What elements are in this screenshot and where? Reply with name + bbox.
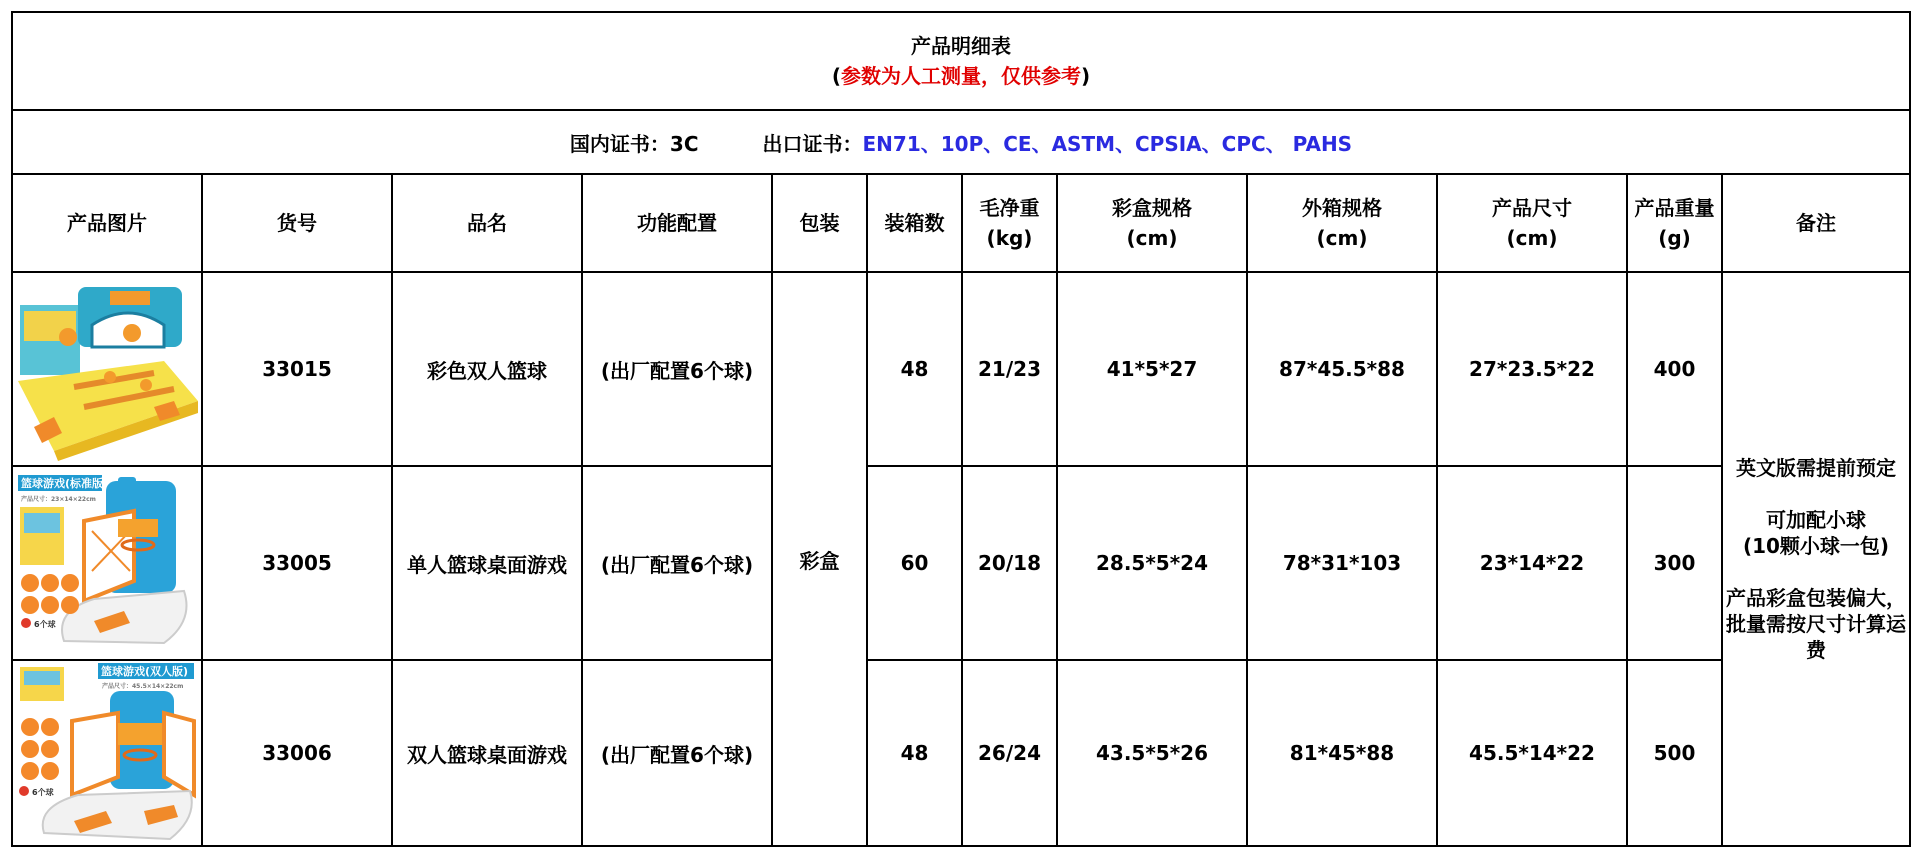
weight-cell: 20/18 — [962, 466, 1057, 660]
header-weight-label: 毛净重 — [979, 196, 1040, 220]
title-row — [12, 12, 1910, 110]
carton-size-cell: 87*45.5*88 — [1247, 272, 1437, 466]
header-box-size-label: 彩盒规格 — [1112, 196, 1192, 220]
config-cell: (出厂配置6个球) — [582, 272, 772, 466]
single-basketball-desktop-game-image — [14, 471, 200, 655]
header-product-size — [1437, 174, 1627, 272]
product-image-cell — [12, 660, 202, 846]
header-product-size-unit: (cm) — [1506, 226, 1558, 250]
qty-cell: 60 — [867, 466, 962, 660]
carton-size-cell: 78*31*103 — [1247, 466, 1437, 660]
qty-cell: 48 — [867, 272, 962, 466]
box-size-cell: 41*5*27 — [1057, 272, 1247, 466]
export-cert-value: EN71、10P、CE、ASTM、CPSIA、CPC、 PAHS — [862, 131, 1353, 156]
header-qty: 装箱数 — [867, 174, 962, 272]
header-image: 产品图片 — [12, 174, 202, 272]
table-title: 产品明细表 — [911, 34, 1012, 58]
remark-english-version: 英文版需提前预定 — [1736, 456, 1897, 480]
name-cell: 双人篮球桌面游戏 — [392, 660, 582, 846]
header-box-size-unit: (cm) — [1126, 226, 1178, 250]
weight-cell: 26/24 — [962, 660, 1057, 846]
remark-extra-balls: 可加配小球 — [1766, 508, 1867, 532]
sku-cell: 33006 — [202, 660, 392, 846]
header-weight — [962, 174, 1057, 272]
header-packaging: 包装 — [772, 174, 867, 272]
image-size-text: 产品尺寸：45.5×14×22cm — [102, 683, 184, 690]
product-size-cell: 23*14*22 — [1437, 466, 1627, 660]
product-weight-cell: 300 — [1627, 466, 1722, 660]
image-label-text: 篮球游戏(双人版) — [101, 665, 189, 678]
config-cell: (出厂配置6个球) — [582, 660, 772, 846]
image-label-text: 篮球游戏(标准版) — [21, 477, 109, 490]
header-sku: 货号 — [202, 174, 392, 272]
name-cell: 彩色双人篮球 — [392, 272, 582, 466]
header-row — [12, 174, 1910, 272]
box-size-cell: 28.5*5*24 — [1057, 466, 1247, 660]
packaging-cell: 彩盒 — [772, 272, 867, 846]
subtitle-close-paren: ) — [1081, 64, 1091, 88]
remark-shipping-2: 费 — [1806, 638, 1827, 662]
subtitle-disclaimer: 参数为人工测量，仅供参考 — [841, 64, 1082, 88]
domestic-cert-value: 3C — [669, 131, 699, 156]
table-row — [12, 466, 1910, 660]
remark-box-large: 产品彩盒包装偏大， — [1726, 586, 1907, 610]
product-weight-cell: 500 — [1627, 660, 1722, 846]
header-config: 功能配置 — [582, 174, 772, 272]
cert-row — [12, 110, 1910, 174]
product-weight-cell: 400 — [1627, 272, 1722, 466]
header-product-weight — [1627, 174, 1722, 272]
product-size-cell: 45.5*14*22 — [1437, 660, 1627, 846]
header-product-weight-unit: (g) — [1658, 226, 1691, 250]
title-cell — [12, 12, 1910, 110]
table-row — [12, 272, 1910, 466]
table-row — [12, 660, 1910, 846]
header-carton-size — [1247, 174, 1437, 272]
box-size-cell: 43.5*5*26 — [1057, 660, 1247, 846]
header-carton-size-label: 外箱规格 — [1302, 196, 1382, 220]
subtitle-open-paren: ( — [831, 64, 842, 88]
two-player-basketball-toy-image — [14, 277, 200, 461]
image-balls-text: 6个球 — [32, 788, 54, 797]
remarks-cell — [1722, 272, 1910, 846]
image-size-text: 产品尺寸：23×14×22cm — [21, 496, 96, 503]
header-product-weight-label: 产品重量 — [1634, 196, 1715, 220]
name-cell: 单人篮球桌面游戏 — [392, 466, 582, 660]
qty-cell: 48 — [867, 660, 962, 846]
remark-ball-pack: (10颗小球一包) — [1742, 534, 1890, 558]
header-remarks: 备注 — [1722, 174, 1910, 272]
remark-shipping-1: 批量需按尺寸计算运 — [1726, 612, 1907, 636]
header-product-size-label: 产品尺寸 — [1492, 196, 1572, 220]
double-basketball-desktop-game-image — [14, 661, 200, 845]
product-image-cell — [12, 466, 202, 660]
header-name: 品名 — [392, 174, 582, 272]
export-cert-label: 出口证书： — [762, 131, 863, 156]
config-cell: (出厂配置6个球) — [582, 466, 772, 660]
sku-cell: 33005 — [202, 466, 392, 660]
image-balls-text: 6个球 — [34, 620, 56, 629]
product-image-cell — [12, 272, 202, 466]
carton-size-cell: 81*45*88 — [1247, 660, 1437, 846]
sku-cell: 33015 — [202, 272, 392, 466]
table-subtitle — [13, 61, 1909, 91]
header-weight-unit: (kg) — [986, 226, 1033, 250]
weight-cell: 21/23 — [962, 272, 1057, 466]
product-size-cell: 27*23.5*22 — [1437, 272, 1627, 466]
domestic-cert-label: 国内证书： — [569, 131, 670, 156]
product-detail-table — [11, 11, 1911, 847]
cert-cell — [12, 110, 1910, 174]
header-carton-size-unit: (cm) — [1316, 226, 1368, 250]
header-box-size — [1057, 174, 1247, 272]
